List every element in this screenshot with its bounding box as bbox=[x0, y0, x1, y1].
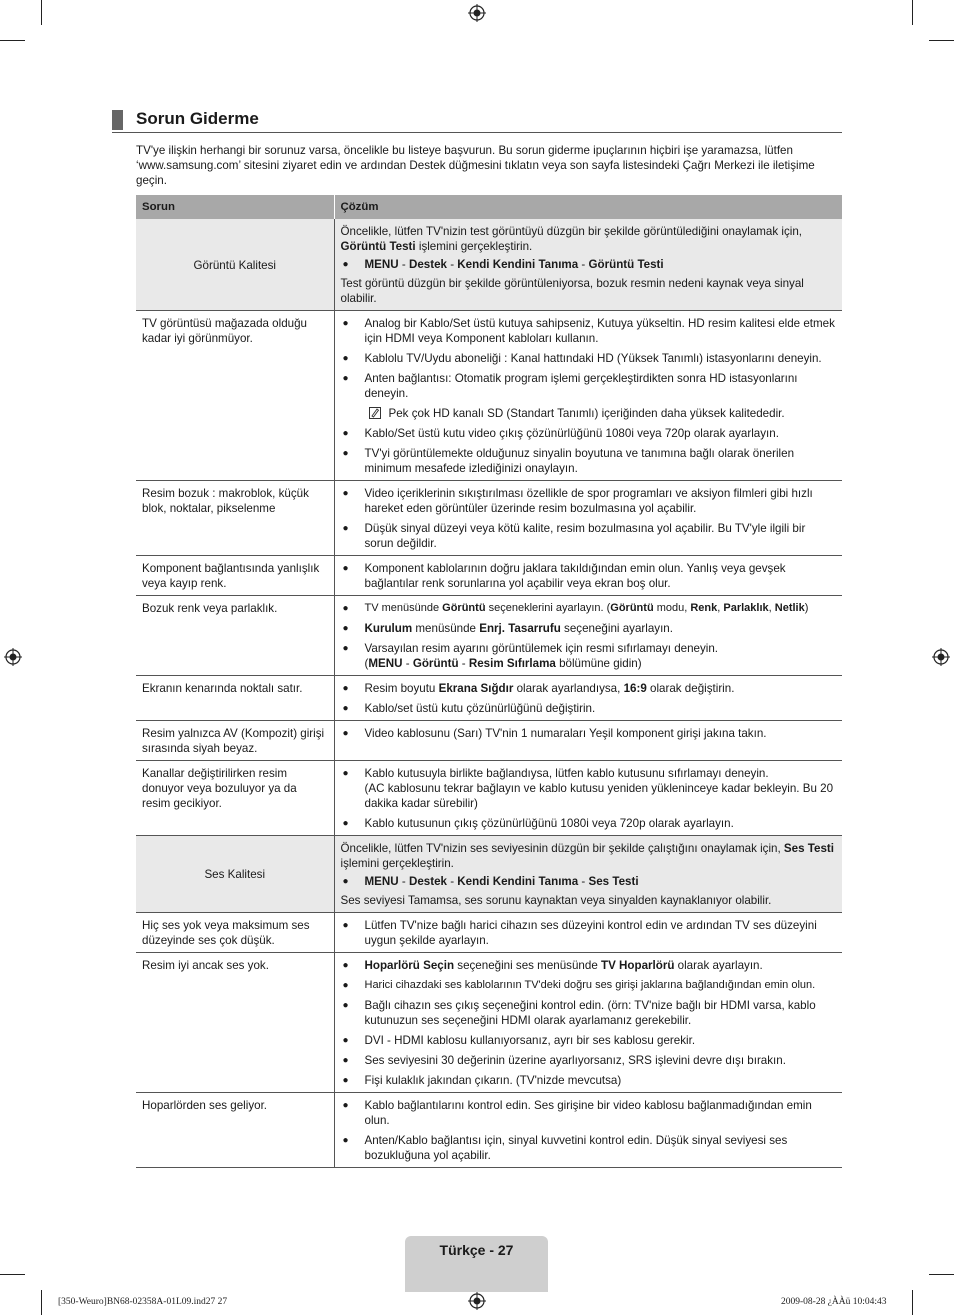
column-header-solution: Çözüm bbox=[334, 195, 842, 219]
solution-cell bbox=[334, 1093, 842, 1168]
list-item: ● DVI - HDMI kablosu kullanıyorsanız, ayrı bir ses kablosu gerekir. bbox=[341, 1033, 837, 1048]
table-row bbox=[136, 721, 842, 761]
table-row bbox=[136, 481, 842, 556]
solution-cell bbox=[334, 556, 842, 596]
section-header bbox=[112, 108, 842, 133]
list-item: ● Resim boyutu Ekrana Sığdır olarak ayarlandıysa, 16:9 olarak değiştirin. bbox=[341, 681, 837, 696]
crop-mark bbox=[0, 40, 25, 41]
problem-cell: Komponent bağlantısında yanlışlık veya kayıp renk. bbox=[136, 556, 334, 596]
list-item: ● TV menüsünde Görüntü seçeneklerini ayarlayın. (Görüntü modu, Renk, Parlaklık, Netlik) bbox=[341, 601, 837, 616]
list-item: ● TV'yi görüntülemekte olduğunuz sinyalin boyutuna ve tanımına bağlı olarak önerilen minimum mesafede izlediğinizi onaylayın. bbox=[341, 446, 837, 476]
crop-mark bbox=[0, 1274, 25, 1275]
page-number: Türkçe - 27 bbox=[439, 1242, 514, 1258]
list-item: ● Video kablosunu (Sarı) TV'nin 1 numaraları Yeşil komponent girişi jakına takın. bbox=[341, 726, 837, 741]
problem-cell: Resim iyi ancak ses yok. bbox=[136, 953, 334, 1093]
table-row bbox=[136, 913, 842, 953]
problem-cell: Görüntü Kalitesi bbox=[136, 219, 334, 311]
column-header-problem: Sorun bbox=[136, 195, 334, 219]
list-item: ● Kablo bağlantılarını kontrol edin. Ses girişine bir video kablosu bağlanmadığından emin olun. bbox=[341, 1098, 837, 1128]
page-number-tab bbox=[405, 1236, 548, 1292]
print-slug-left: [350-Weuro]BN68-02358A-01L09.ind27 27 bbox=[58, 1297, 228, 1307]
solution-text: Öncelikle, lütfen TV'nizin ses seviyesinin düzgün bir şekilde çalıştığını onaylamak için, Ses Testi işlemini gerçekleştirin. bbox=[340, 842, 834, 870]
intro-paragraph: TV'ye ilişkin herhangi bir sorunuz varsa, öncelikle bu listeye başvurun. Bu sorun giderme ipuçlarının hiçbiri işe yaramazsa, lütfen ‘www.samsung.com’ sitesini ziyaret edin ve ardından Destek düğmesini tıklatın veya son sayfa listesindeki Çağrı Merkezi ile iletişime geçin. bbox=[136, 144, 815, 187]
table-row bbox=[136, 556, 842, 596]
list-item: ● Kablolu TV/Uydu aboneliği : Kanal hattındaki HD (Yüksek Tanımlı) istasyonlarını deneyin. bbox=[341, 351, 837, 366]
list-item: ● Anten/Kablo bağlantısı için, sinyal kuvvetini kontrol edin. Düşük sinyal seviyesi ses bozukluğuna yol açabilir. bbox=[341, 1133, 837, 1163]
crop-mark bbox=[929, 40, 954, 41]
solution-cell bbox=[334, 761, 842, 836]
list-item: ● Fişi kulaklık jakından çıkarın. (TV'nizde mevcutsa) bbox=[341, 1073, 837, 1088]
list-item: ● Analog bir Kablo/Set üstü kutuya sahipseniz, Kutuya yükseltin. HD resim kalitesi elde etmek için HDMI veya Komponent kabloları kullanın. bbox=[341, 316, 837, 346]
list-item: ● Kablo kutusuyla birlikte bağlandıysa, lütfen kablo kutusunu sıfırlamayı deneyin. (AC kablosunu tekrar bağlayın ve kablo kutusu yeniden yükleninceye kadar bekleyin. Bu 20 dakika kadar sürebilir) bbox=[341, 766, 837, 811]
list-item: ● Varsayılan resim ayarını görüntülemek için resmi sıfırlamayı deneyin. (MENU - Görüntü - Resim Sıfırlama bölümüne gidin) bbox=[341, 641, 837, 671]
solution-text: Test görüntü düzgün bir şekilde görüntüleniyorsa, bozuk resmin nedeni kaynak veya sinyal olabilir. bbox=[340, 277, 804, 305]
list-item: ● Harici cihazdaki ses kablolarının TV'deki doğru ses girişi jaklarına bağlandığından emin olun. bbox=[341, 978, 837, 993]
solution-cell bbox=[334, 481, 842, 556]
solution-cell bbox=[334, 596, 842, 676]
list-item: ● Lütfen TV'nize bağlı harici cihazın ses düzeyini kontrol edin ve ardından TV ses düzeyini uygun şekilde ayarlayın. bbox=[341, 918, 837, 948]
table-row bbox=[136, 761, 842, 836]
solution-cell bbox=[334, 721, 842, 761]
list-item: ● Bağlı cihazın ses çıkış seçeneğini kontrol edin. (örn: TV'nize bağlı bir HDMI varsa, kablo kutunuzun ses seçeneğini HDMI olarak ayarlamanız gerekebilir. bbox=[341, 998, 837, 1028]
table-row bbox=[136, 836, 842, 913]
table-row bbox=[136, 676, 842, 721]
solution-cell bbox=[334, 311, 842, 481]
solution-cell bbox=[334, 676, 842, 721]
solution-text: Öncelikle, lütfen TV'nizin test görüntüyü düzgün bir şekilde görüntülediğini onaylamak için, Görüntü Testi işlemini gerçekleştirin. bbox=[340, 225, 803, 253]
table-row bbox=[136, 596, 842, 676]
list-item: ● Kurulum menüsünde Enrj. Tasarrufu seçeneğini ayarlayın. bbox=[341, 621, 837, 636]
registration-mark-icon bbox=[4, 648, 22, 666]
solution-cell bbox=[334, 953, 842, 1093]
troubleshooting-table bbox=[136, 195, 843, 1168]
problem-cell: TV görüntüsü mağazada olduğu kadar iyi görünmüyor. bbox=[136, 311, 334, 481]
note-icon bbox=[369, 407, 381, 419]
table-row bbox=[136, 1093, 842, 1168]
crop-mark bbox=[41, 1290, 42, 1315]
table-row bbox=[136, 953, 842, 1093]
problem-cell: Resim bozuk : makroblok, küçük blok, noktalar, pikselenme bbox=[136, 481, 334, 556]
problem-cell: Ekranın kenarında noktalı satır. bbox=[136, 676, 334, 721]
note-item: Pek çok HD kanalı SD (Standart Tanımlı) içeriğinden daha yüksek kalitededir. bbox=[341, 406, 837, 421]
list-item: ● Kablo/set üstü kutu çözünürlüğünü değiştirin. bbox=[341, 701, 837, 716]
menu-path: ● MENU - Destek - Kendi Kendini Tanıma - Ses Testi bbox=[341, 874, 837, 889]
table-row bbox=[136, 311, 842, 481]
problem-cell: Hiç ses yok veya maksimum ses düzeyinde ses çok düşük. bbox=[136, 913, 334, 953]
registration-mark-icon bbox=[468, 1292, 486, 1310]
crop-mark bbox=[912, 1290, 913, 1315]
section-marker bbox=[112, 110, 123, 130]
list-item: ● Kablo kutusunun çıkış çözünürlüğünü 1080i veya 720p olarak ayarlayın. bbox=[341, 816, 837, 831]
solution-cell bbox=[334, 219, 842, 311]
problem-cell: Resim yalnızca AV (Kompozit) girişi sırasında siyah beyaz. bbox=[136, 721, 334, 761]
list-item: ● Hoparlörü Seçin seçeneğini ses menüsünde TV Hoparlörü olarak ayarlayın. bbox=[341, 958, 837, 973]
list-item: ● Video içeriklerinin sıkıştırılması özellikle de spor programları ve aksiyon filmleri gibi hızlı hareket eden görüntüler üzerinde resim bozulmasına yol açabilir. bbox=[341, 486, 837, 516]
problem-cell: Kanallar değiştirilirken resim donuyor veya bozuluyor ya da resim gecikiyor. bbox=[136, 761, 334, 836]
solution-cell bbox=[334, 836, 842, 913]
problem-cell: Bozuk renk veya parlaklık. bbox=[136, 596, 334, 676]
solution-cell bbox=[334, 913, 842, 953]
list-item: ● Ses seviyesini 30 değerinin üzerine ayarlıyorsanız, SRS işlevini devre dışı bırakın. bbox=[341, 1053, 837, 1068]
list-item: ● Kablo/Set üstü kutu video çıkış çözünürlüğünü 1080i veya 720p olarak ayarlayın. bbox=[341, 426, 837, 441]
problem-cell: Hoparlörden ses geliyor. bbox=[136, 1093, 334, 1168]
crop-mark bbox=[912, 0, 913, 25]
crop-mark bbox=[41, 0, 42, 25]
table-header-row bbox=[136, 195, 842, 219]
registration-mark-icon bbox=[468, 4, 486, 22]
crop-mark bbox=[929, 1274, 954, 1275]
registration-mark-icon bbox=[932, 648, 950, 666]
problem-cell: Ses Kalitesi bbox=[136, 836, 334, 913]
page-title: Sorun Giderme bbox=[136, 109, 259, 128]
solution-text: Ses seviyesi Tamamsa, ses sorunu kaynaktan veya sinyalden kaynaklanıyor olabilir. bbox=[340, 894, 772, 907]
list-item: ● Anten bağlantısı: Otomatik program işlemi gerçekleştirdikten sonra HD istasyonlarını deneyin. bbox=[341, 371, 837, 401]
list-item: ● Komponent kablolarının doğru jaklara takıldığından emin olun. Yanlış veya gevşek bağlantılar renk sorunlarına yol açabilir veya ekran boş olur. bbox=[341, 561, 837, 591]
menu-path: ● MENU - Destek - Kendi Kendini Tanıma - Görüntü Testi bbox=[341, 257, 837, 272]
print-slug-right: 2009-08-28 ¿ÀÀü 10:04:43 bbox=[781, 1297, 887, 1307]
list-item: ● Düşük sinyal düzeyi veya kötü kalite, resim bozulmasına yol açabilir. Bu TV'yle ilgili bir sorun değildir. bbox=[341, 521, 837, 551]
table-row bbox=[136, 219, 842, 311]
